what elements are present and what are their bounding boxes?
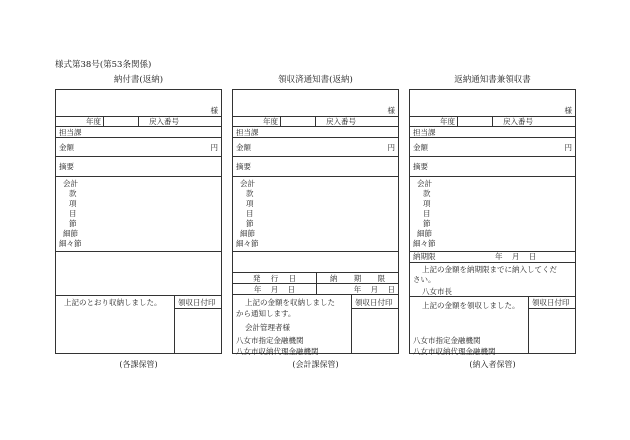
kou-label: 項 xyxy=(246,199,254,208)
agent-bank-label: 八女市収納代理金融機関 xyxy=(236,347,319,356)
kou-label: 項 xyxy=(423,199,431,208)
department-label: 担当課 xyxy=(59,128,82,137)
stamp-label: 領収日付印 xyxy=(355,298,393,307)
receipt-statement: 上記の金額を領収しました。 xyxy=(422,301,520,310)
stamp-label: 領収日付印 xyxy=(178,298,216,307)
moku-label: 目 xyxy=(423,209,431,218)
fiscal-year-label: 年度 xyxy=(86,117,101,126)
fiscal-year-label: 年度 xyxy=(263,117,278,126)
amount-label: 金額 xyxy=(236,143,251,152)
issue-date-label: 発 行 日 xyxy=(252,274,297,283)
fiscal-year-label: 年度 xyxy=(440,117,455,126)
return-notice-form xyxy=(409,89,576,354)
due-date-value: 年 月 日 xyxy=(353,285,395,294)
kou-label: 項 xyxy=(69,199,77,208)
due-date-value: 年 月 日 xyxy=(495,252,537,261)
receipt-statement-line1: 上記の金額を収納しました xyxy=(245,298,335,307)
refund-number-label: 戻入番号 xyxy=(149,117,179,126)
saisaisetsu-label: 細々節 xyxy=(236,239,259,248)
amount-label: 金額 xyxy=(59,143,74,152)
payee-honorific: 様 xyxy=(210,106,218,115)
saisetsu-label: 細節 xyxy=(417,229,432,238)
designated-bank-label: 八女市指定金融機関 xyxy=(413,336,481,345)
column-title-receipt-notice: 領収済通知書(返納) xyxy=(278,75,353,85)
receipt-statement: 上記のとおり収納しました。 xyxy=(64,298,162,307)
setsu-label: 節 xyxy=(423,219,431,228)
kan-label: 款 xyxy=(69,189,77,198)
footer-accounting-copy: (会計課保管) xyxy=(292,360,339,369)
summary-label: 摘要 xyxy=(413,162,428,171)
payment-notice-line1: 上記の金額を納期限までに納入してくだ xyxy=(422,265,557,274)
account-label: 会計 xyxy=(417,179,432,188)
payment-slip-form xyxy=(55,89,222,354)
account-label: 会計 xyxy=(240,179,255,188)
due-date-label: 納期限 xyxy=(413,252,436,261)
receipt-notice-form xyxy=(232,89,399,354)
refund-number-label: 戻入番号 xyxy=(503,117,533,126)
footer-department-copy: (各課保管) xyxy=(119,360,158,369)
stamp-label: 領収日付印 xyxy=(532,298,570,307)
column-title-payment-slip: 納付書(返納) xyxy=(113,75,164,85)
department-label: 担当課 xyxy=(236,128,259,137)
agent-bank-label: 八女市収納代理金融機関 xyxy=(413,347,496,356)
issue-date-value: 年 月 日 xyxy=(253,285,296,294)
form-number: 様式第38号(第53条関係) xyxy=(55,60,152,70)
account-label: 会計 xyxy=(63,179,78,188)
designated-bank-label: 八女市指定金融機関 xyxy=(236,336,304,345)
refund-number-label: 戻入番号 xyxy=(326,117,356,126)
kan-label: 款 xyxy=(423,189,431,198)
kan-label: 款 xyxy=(246,189,254,198)
due-date-label: 納 期 限 xyxy=(329,274,386,283)
mayor-label: 八女市長 xyxy=(422,287,452,296)
payee-honorific: 様 xyxy=(387,106,395,115)
saisetsu-label: 細節 xyxy=(240,229,255,238)
treasurer-addressee: 会計管理者様 xyxy=(245,323,290,332)
column-title-return-notice: 返納通知書兼領収書 xyxy=(454,75,531,85)
summary-label: 摘要 xyxy=(236,162,251,171)
yen-label: 円 xyxy=(387,143,395,152)
saisaisetsu-label: 細々節 xyxy=(413,239,436,248)
yen-label: 円 xyxy=(210,143,218,152)
moku-label: 目 xyxy=(246,209,254,218)
amount-label: 金額 xyxy=(413,143,428,152)
footer-payer-copy: (納入者保管) xyxy=(469,360,516,369)
saisetsu-label: 細節 xyxy=(63,229,78,238)
payment-notice-line2: さい。 xyxy=(413,275,436,284)
setsu-label: 節 xyxy=(246,219,254,228)
moku-label: 目 xyxy=(69,209,77,218)
saisaisetsu-label: 細々節 xyxy=(59,239,82,248)
payee-honorific: 様 xyxy=(564,106,572,115)
department-label: 担当課 xyxy=(413,128,436,137)
summary-label: 摘要 xyxy=(59,162,74,171)
yen-label: 円 xyxy=(564,143,572,152)
receipt-statement-line2: から通知します。 xyxy=(236,309,296,318)
setsu-label: 節 xyxy=(69,219,77,228)
